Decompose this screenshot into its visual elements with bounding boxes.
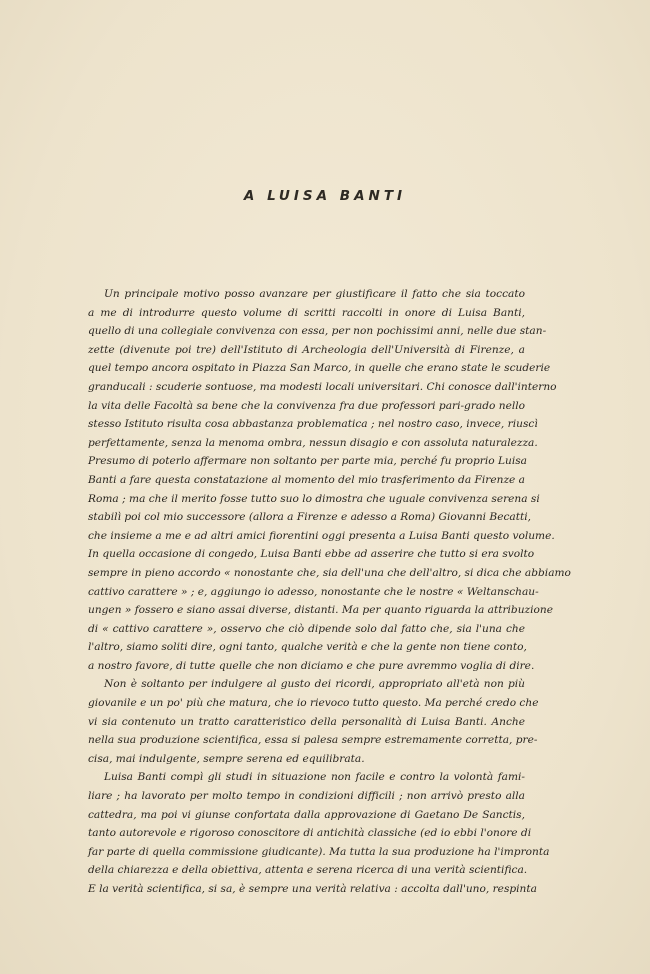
page-title: A LUISA BANTI	[243, 188, 407, 204]
text-line: Luisa Banti compì gli studi in situazione non facile e contro la volontà fami-	[104, 771, 525, 784]
text-line: perfettamente, senza la menoma ombra, nessun disagio e con assoluta naturalezza.	[88, 436, 538, 449]
text-line: Un principale motivo posso avanzare per giustificare il fatto che sia toccato	[104, 288, 525, 300]
text-line: granducali : scuderie sontuose, ma modesti locali universitari. Chi conosce dall'interno	[88, 380, 557, 393]
text-line: vi sia contenuto un tratto caratteristico della personalità di Luisa Banti. Anche	[88, 715, 525, 728]
text-line: Presumo di poterlo affermare non soltanto per parte mia, perché fu proprio Luisa	[88, 455, 527, 468]
text-line: In quella occasione di congedo, Luisa Banti ebbe ad asserire che tutto si era svolto	[88, 548, 535, 561]
text-line: la vita delle Facoltà sa bene che la convivenza fra due professori pari-grado nello	[88, 399, 525, 412]
text-line: zette (divenute poi tre) dell'Istituto di Archeologia dell'Università di Firenze, a	[88, 343, 525, 356]
text-line: Non è soltanto per indulgere al gusto dei ricordi, appropriato all'età non più	[104, 678, 525, 691]
text-line: liare ; ha lavorato per molto tempo in condizioni difficili ; non arrivò presto alla	[88, 790, 525, 803]
text-line: giovanile e un po' più che matura, che io rievoco tutto questo. Ma perché credo che	[88, 697, 539, 710]
text-line: della chiarezza e della obiettiva, attenta e serena ricerca di una verità scientifica.	[88, 864, 528, 877]
text-line: E la verità scientifica, si sa, è sempre una verità relativa : accolta dall'uno, respinta	[88, 883, 537, 895]
text-line: nella sua produzione scientifica, essa si palesa sempre estremamente corretta, pre-	[88, 734, 538, 747]
text-line: Roma ; ma che il merito fosse tutto suo lo dimostra che uguale convivenza serena si	[88, 492, 540, 505]
text-line: ungen » fossero e siano assai diverse, distanti. Ma per quanto riguarda la attribuzione	[88, 604, 553, 617]
text-line: di « cattivo carattere », osservo che ciò dipende solo dal fatto che, sia l'una che	[88, 622, 525, 635]
text-line: sempre in pieno accordo « nonostante che, sia dell'una che dell'altro, si dica che abbiamo	[88, 566, 571, 579]
text-line: far parte di quella commissione giudicante). Ma tutta la sua produzione ha l'impronta	[88, 845, 550, 858]
text-line: tanto autorevole e rigoroso conoscitore di antichità classiche (ed io ebbi l'onore di	[88, 827, 532, 840]
text-line: stabilì poi col mio successore (allora a Firenze e adesso a Roma) Giovanni Becatti,	[88, 511, 532, 524]
text-line: l'altro, siamo soliti dire, ogni tanto, qualche verità e che la gente non tiene conto,	[88, 641, 527, 654]
text-line: che insieme a me e ad altri amici fiorentini oggi presenta a Luisa Banti questo volume.	[88, 529, 555, 542]
text-line: cisa, mai indulgente, sempre serena ed equilibrata.	[88, 752, 365, 765]
text-line: a me di introdurre questo volume di scritti raccolti in onore di Luisa Banti,	[88, 306, 525, 319]
text-line: a nostro favore, di tutte quelle che non diciamo e che pure avremmo voglia di dire.	[88, 659, 535, 672]
text-line: cattivo carattere » ; e, aggiungo io adesso, nonostante che le nostre « Weltanschau-	[88, 585, 539, 598]
text-line: Banti a fare questa constatazione al momento del mio trasferimento da Firenze a	[88, 473, 525, 486]
text-line: quello di una collegiale convivenza con essa, per non pochissimi anni, nelle due stan-	[88, 325, 547, 338]
text-line: stesso Istituto risulta cosa abbastanza problematica ; nel nostro caso, invece, riuscì	[88, 418, 538, 431]
body-text	[88, 285, 571, 899]
text-line: cattedra, ma poi vi giunse confortata dalla approvazione di Gaetano De Sanctis,	[88, 808, 525, 821]
text-line: quel tempo ancora ospitato in Piazza San Marco, in quelle che erano state le scuderie	[88, 362, 551, 375]
